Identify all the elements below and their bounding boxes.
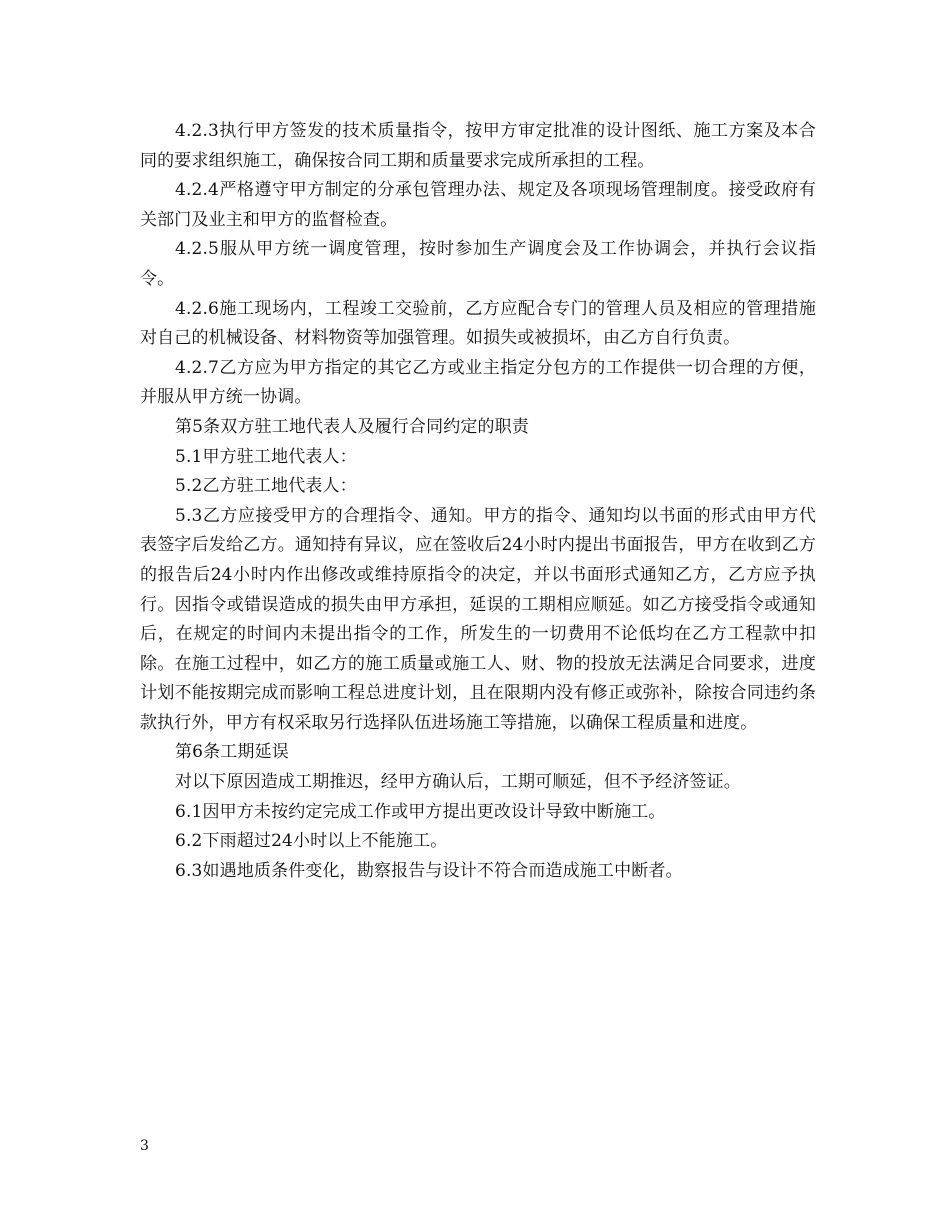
paragraph-5-2: 5.2乙方驻工地代表人： [175,476,357,497]
document-body [140,117,816,886]
section-heading-article-5: 第5条双方驻工地代表人及履行合同约定的职责 [175,416,529,437]
paragraph-5-1: 5.1甲方驻工地代表人： [175,446,357,467]
paragraph-6-2: 6.2下雨超过24小时以上不能施工。 [175,831,448,852]
section-heading-article-6: 第6条工期延误 [175,742,289,763]
paragraph-5-3: 5.3乙方应接受甲方的合理指令、通知。甲方的指令、通知均以书面的形式由甲方代表签字后发给乙方。通知持有异议，应在签收后24小时内提出书面报告，甲方在收到乙方的报告后24小时内作出修改或维持原指令的决定，并以书面形式通知乙方，乙方应予执行。因指令或错误造成的损失由甲方承担，延误的工期相应顺延。如乙方接受指令或通知后，在规定的时间内未提出指令的工作，所发生的一切费用不论低均在乙方工程款中扣除。在施工过程中，如乙方的施工质量或施工人、财、物的投放无法满足合同要求，进度计划不能按期完成而影响工程总进度计划，且在限期内没有修正或弥补，除按合同违约条款执行外，甲方有权采取另行选择队伍进场施工等措施，以确保工程质量和进度。 [140,505,816,733]
paragraph-article-6-intro: 对以下原因造成工期推迟，经甲方确认后，工期可顺延，但不予经济签证。 [175,772,741,793]
paragraph-4-2-7: 4.2.7乙方应为甲方指定的其它乙方或业主指定分包方的工作提供一切合理的方便，并服从甲方统一协调。 [140,357,816,408]
paragraph-4-2-5: 4.2.5服从甲方统一调度管理，按时参加生产调度会及工作协调会，并执行会议指令。 [140,239,816,289]
paragraph-4-2-4: 4.2.4严格遵守甲方制定的分承包管理办法、规定及各项现场管理制度。接受政府有关部门及业主和甲方的监督检查。 [140,180,816,230]
paragraph-4-2-3: 4.2.3执行甲方签发的技术质量指令，按甲方审定批准的设计图纸、施工方案及本合同的要求组织施工，确保按合同工期和质量要求完成所承担的工程。 [140,121,816,171]
paragraph-6-1: 6.1因甲方未按约定完成工作或甲方提出更改设计导致中断施工。 [175,801,666,822]
page-number: 3 [140,1138,149,1154]
paragraph-4-2-6: 4.2.6施工现场内，工程竣工交验前，乙方应配合专门的管理人员及相应的管理措施对自己的机械设备、材料物资等加强管理。如损失或被损坏，由乙方自行负责。 [140,298,816,349]
paragraph-6-3: 6.3如遇地质条件变化，勘察报告与设计不符合而造成施工中断者。 [175,860,683,881]
